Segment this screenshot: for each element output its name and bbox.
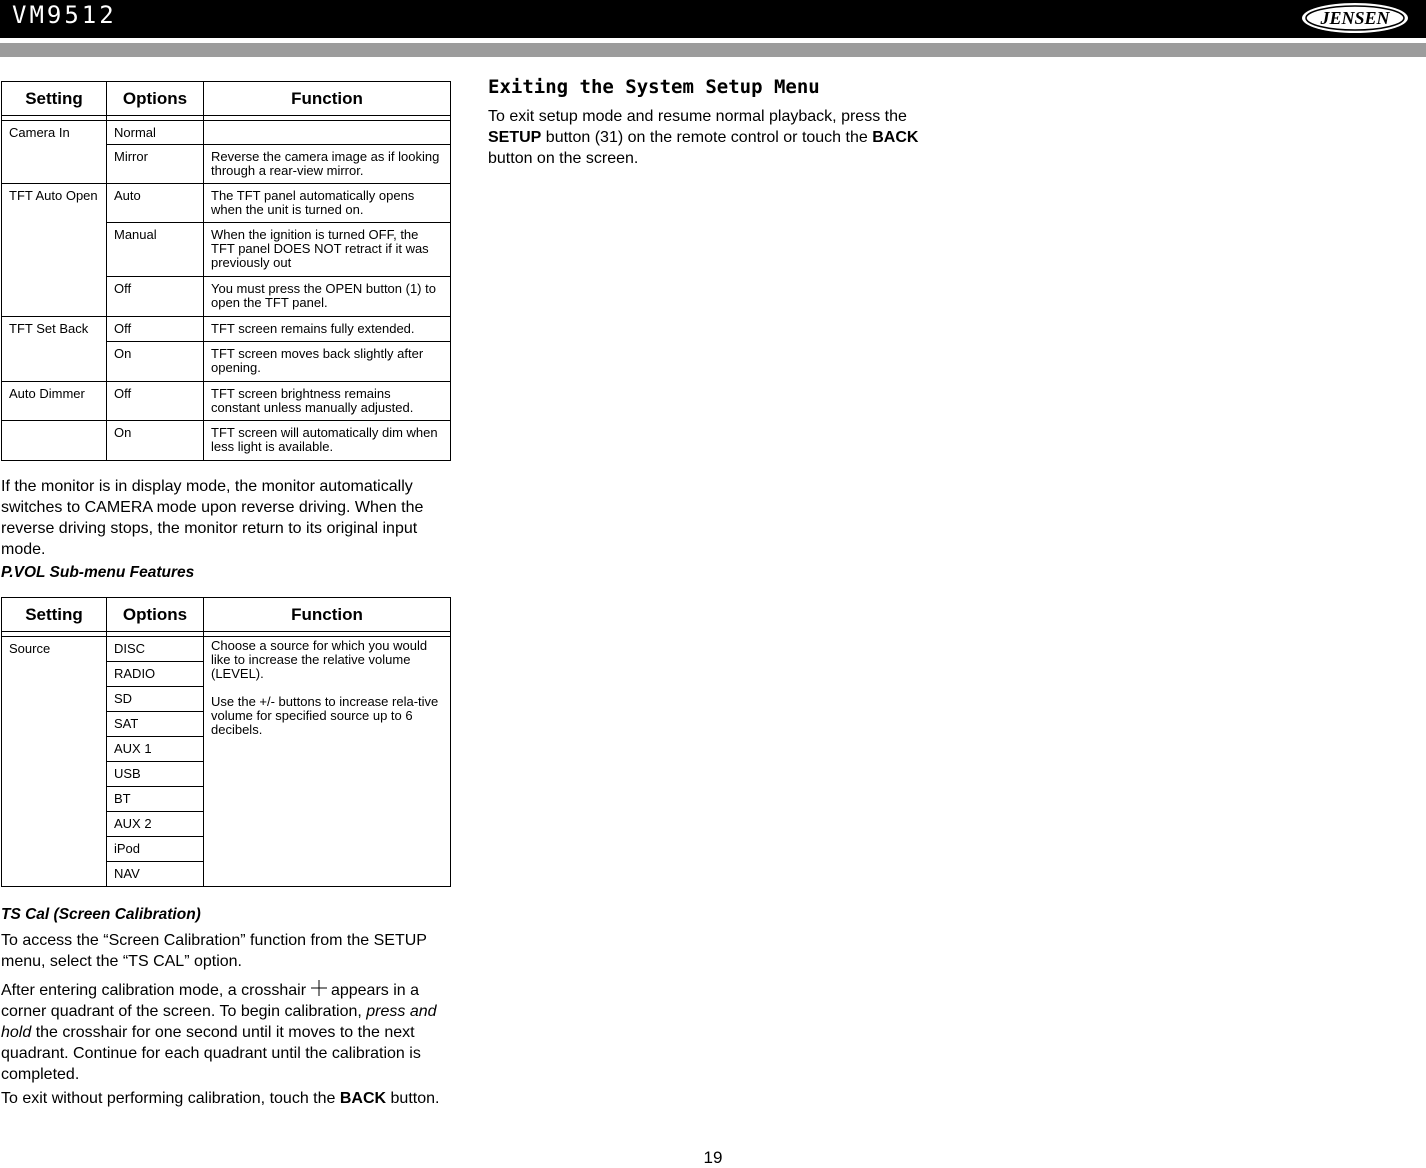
pvol-table: [1, 597, 451, 887]
function-cell: The TFT panel automatically opens when the unit is turned on.: [204, 184, 451, 223]
function-cell: [204, 637, 451, 887]
model-name: VM9512: [12, 1, 117, 29]
text: To exit without performing calibration, touch the: [1, 1090, 336, 1107]
column-header: Function: [204, 82, 451, 116]
ts-cal-paragraph-3: [1, 1088, 451, 1109]
option-cell: On: [107, 342, 204, 382]
option-cell: Off: [107, 317, 204, 342]
column-header: Options: [107, 598, 204, 632]
table-row: [2, 421, 451, 461]
section-title: Exiting the System Setup Menu: [488, 76, 820, 98]
table-row: [2, 121, 451, 145]
emphasis-text: press and hold: [1, 1003, 437, 1041]
ts-cal-paragraph-1: To access the “Screen Calibration” function from the SETUP menu, select the “TS CAL” option.: [1, 932, 427, 970]
settings-table: [1, 81, 451, 461]
ts-cal-paragraph-2: [1, 980, 451, 1085]
setting-cell: [2, 421, 107, 461]
option-cell: SAT: [107, 712, 204, 737]
option-cell: On: [107, 421, 204, 461]
jensen-logo-text: JENSEN: [1320, 8, 1390, 28]
option-cell: DISC: [107, 637, 204, 662]
table-row: [2, 184, 451, 223]
column-header: Setting: [2, 598, 107, 632]
setting-cell: TFT Auto Open: [2, 184, 107, 317]
option-cell: Off: [107, 277, 204, 317]
camera-note: If the monitor is in display mode, the monitor automatically switches to CAMERA mode upon reverse driving. When the reverse driving stops, the monitor return to its original input mode.: [1, 478, 424, 558]
ts-cal-heading: TS Cal (Screen Calibration): [1, 906, 201, 923]
option-cell: AUX 2: [107, 812, 204, 837]
option-cell: BT: [107, 787, 204, 812]
text: To exit setup mode and resume normal playback, press the: [488, 108, 907, 125]
page-header: [0, 0, 1426, 38]
setting-cell: TFT Set Back: [2, 317, 107, 382]
option-cell: iPod: [107, 837, 204, 862]
column-header: Setting: [2, 82, 107, 116]
bold-text: SETUP: [488, 129, 542, 146]
option-cell: Manual: [107, 223, 204, 277]
text: button.: [390, 1090, 440, 1107]
function-cell: When the ignition is turned OFF, the TFT panel DOES NOT retract if it was previously out: [204, 223, 451, 277]
option-cell: USB: [107, 762, 204, 787]
function-text: Choose a source for which you would like to increase the relative volume (LEVEL).: [211, 638, 428, 681]
setting-cell: Camera In: [2, 121, 107, 184]
table-row: [2, 637, 451, 662]
page-number: 19: [703, 1148, 723, 1167]
exit-paragraph: [488, 106, 948, 169]
column-header: Options: [107, 82, 204, 116]
function-cell: You must press the OPEN button (1) to open the TFT panel.: [204, 277, 451, 317]
option-cell: Off: [107, 382, 204, 421]
option-cell: Normal: [107, 121, 204, 145]
text: button (31) on the remote control or touch the: [545, 129, 868, 146]
option-cell: SD: [107, 687, 204, 712]
text: After entering calibration mode, a crosshair: [1, 982, 307, 999]
table-header-row: [2, 598, 451, 632]
bold-text: BACK: [872, 129, 919, 146]
function-cell: TFT screen remains fully extended.: [204, 317, 451, 342]
option-cell: NAV: [107, 862, 204, 887]
setting-cell: Auto Dimmer: [2, 382, 107, 421]
function-cell: TFT screen brightness remains constant unless manually adjusted.: [204, 382, 451, 421]
crosshair-icon: [311, 980, 327, 996]
function-cell: [204, 121, 451, 145]
function-cell: TFT screen moves back slightly after opening.: [204, 342, 451, 382]
header-rule: [0, 43, 1426, 57]
option-cell: RADIO: [107, 662, 204, 687]
function-cell: TFT screen will automatically dim when less light is available.: [204, 421, 451, 461]
setting-cell: Source: [2, 637, 107, 887]
text: appears in a corner quadrant of the screen. To begin calibration,: [1, 982, 420, 1020]
column-header: Function: [204, 598, 451, 632]
option-cell: AUX 1: [107, 737, 204, 762]
table-row: [2, 317, 451, 342]
text: button on the screen.: [488, 150, 639, 167]
function-text: Use the +/- buttons to increase rela-tive volume for specified source up to 6 decibels.: [211, 694, 439, 737]
table-header-row: [2, 82, 451, 116]
jensen-logo: [1300, 1, 1410, 35]
option-cell: Auto: [107, 184, 204, 223]
bold-text: BACK: [339, 1090, 387, 1107]
table-row: [2, 382, 451, 421]
pvol-heading: P.VOL Sub-menu Features: [1, 564, 195, 581]
function-cell: Reverse the camera image as if looking through a rear-view mirror.: [204, 145, 451, 184]
text: the crosshair for one second until it moves to the next quadrant. Continue for each quadrant until the calibration is completed.: [1, 1024, 421, 1083]
option-cell: Mirror: [107, 145, 204, 184]
